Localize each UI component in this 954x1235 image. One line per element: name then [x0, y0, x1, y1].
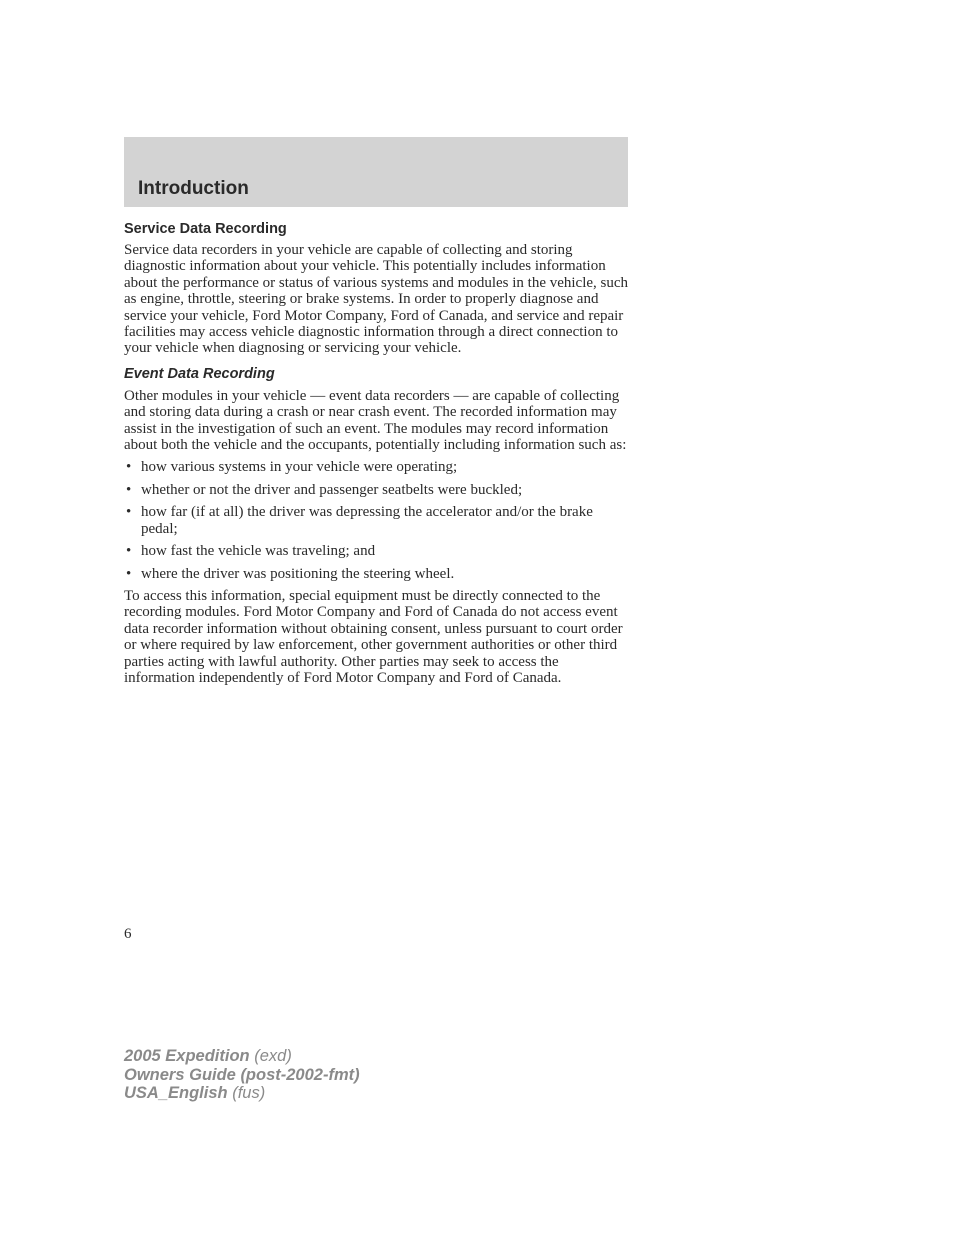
footer-guide: Owners Guide (post-2002-fmt): [124, 1065, 360, 1084]
list-item-text: how fast the vehicle was traveling; and: [141, 543, 376, 560]
list-item-text: how various systems in your vehicle were operating;: [141, 459, 458, 476]
footer-model: 2005 Expedition: [124, 1047, 250, 1065]
footer-line-3: [124, 1084, 360, 1103]
list-item: [124, 482, 630, 498]
event-data-closing: To access this information, special equipment must be directly connected to the recording modules. Ford Motor Company and Ford of Canada do not access event data recorder information without obtaining consent, unless pursuant to court order or where required by law enforcement, other government authorities or other third parties acting with lawful authority. Other parties may seek to access the information independently of Ford Motor Company and Ford of Canada.: [124, 587, 623, 686]
footer-language-code: (fus): [227, 1084, 266, 1102]
list-item: [124, 566, 630, 582]
service-data-paragraph: Service data recorders in your vehicle are capable of collecting and storing diagnostic information about your vehicle. This potentially includes information about the performance or status of various systems and modules in the vehicle, such as engine, throttle, steering or brake systems. In order to properly diagnose and service your vehicle, Ford Motor Company, Ford of Canada, and service and repair facilities may access vehicle diagnostic information through a direct connection to your vehicle when diagnosing or servicing your vehicle.: [124, 242, 629, 357]
footer-language: USA_English: [124, 1084, 228, 1102]
event-data-heading: Event Data Recording: [124, 365, 275, 382]
footer-line-1: [124, 1047, 360, 1066]
page-number: 6: [124, 926, 132, 942]
document-footer: [124, 1047, 360, 1103]
list-item-text: whether or not the driver and passenger seatbelts were buckled;: [141, 481, 523, 498]
list-item: [124, 543, 630, 559]
main-content: [124, 220, 630, 686]
bullet-icon: •: [126, 504, 132, 521]
bullet-icon: •: [126, 459, 132, 476]
footer-line-2: [124, 1066, 360, 1085]
footer-model-code: (exd): [249, 1047, 292, 1065]
bullet-icon: •: [126, 481, 132, 498]
bullet-icon: •: [126, 565, 132, 582]
list-item-text: where the driver was positioning the steering wheel.: [141, 565, 455, 582]
service-data-heading: Service Data Recording: [124, 221, 287, 237]
recorded-info-list: [124, 459, 630, 581]
list-item: [124, 459, 630, 475]
page-title: Introduction: [138, 178, 249, 199]
list-item: [124, 504, 630, 537]
section-header-band: [124, 137, 628, 207]
bullet-icon: •: [126, 543, 132, 560]
event-data-intro: Other modules in your vehicle — event data recorders — are capable of collecting and storing data during a crash or near crash event. The recorded information may assist in the investigation of such an event. The modules may record information about both the vehicle and the occupants, potentially including information such as:: [124, 387, 627, 454]
list-item-text: how far (if at all) the driver was depressing the accelerator and/or the brake pedal;: [141, 504, 593, 537]
